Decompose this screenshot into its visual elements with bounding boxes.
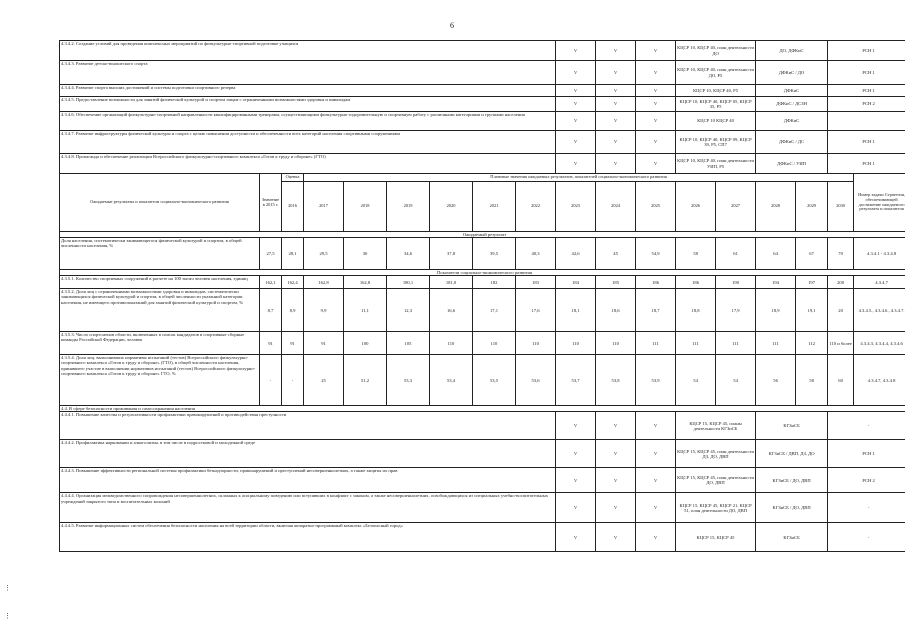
year-header: 2029 [796, 182, 828, 232]
indicator-value: 91 [282, 332, 304, 355]
indicator-value: 11,1 [344, 289, 387, 332]
measures-bottom [60, 406, 905, 552]
indicator-value: 197 [796, 276, 828, 289]
funding-source: КЦСР 10, КЦСР 40, Р5 [676, 85, 756, 97]
indicator-value: 53,9 [636, 355, 676, 406]
funding-source: КЦСР 10, КЦСР 40, КЦСР 05, КЦСР 35, Р5 [676, 97, 756, 112]
mark: V [556, 61, 596, 85]
indicator-value: 29,5 [304, 238, 344, 270]
mark: V [556, 412, 596, 440]
mark: V [596, 440, 636, 468]
planned-header: Плановые значения ожидаемых результатов, показателей социально-экономического развития [304, 174, 854, 182]
executor: ДФКиС [756, 85, 828, 97]
executor: КГЗиСБ / ДО, ДВП [756, 468, 828, 493]
indicator-value: 110 [596, 332, 636, 355]
indicator-value: 37,8 [430, 238, 473, 270]
mark: V [596, 493, 636, 523]
task-number-header: Номер задачи Стратегии, обеспечивающей достижение ожидаемого результата и показателя [854, 174, 905, 232]
indicator-value: 18,9 [756, 289, 796, 332]
funding-source: КЦСР 15, КЦСР 45, планы деятельности КГЗиСБ [676, 412, 756, 440]
mark: V [636, 85, 676, 97]
year-header: 2026 [676, 182, 716, 232]
section-title: 4.4. В сфере безопасности проживания и самосохранения населения [60, 406, 905, 412]
executor: КГЗиСБ [756, 523, 828, 552]
measure-text: 4.3.4.6. Обеспечение организаций физкультурно-спортивной направленности квалифицированными тренерами, осуществляющими физкультурно-оздоровительную и спортивную работу с различными категориями и группами населения [60, 112, 556, 131]
year-header: 2019 [387, 182, 430, 232]
result-code: РСН 2 [828, 468, 905, 493]
measure-row [60, 41, 905, 61]
mark: V [556, 112, 596, 131]
funding-source: КЦСР 15, КЦСР 45 [676, 523, 756, 552]
indicator-value: - [282, 355, 304, 406]
mark: V [596, 41, 636, 61]
mark: V [556, 97, 596, 112]
indicator-value: 40,3 [516, 238, 556, 270]
measure-row [60, 523, 905, 552]
indicator-value: 60 [828, 355, 854, 406]
mark: V [596, 61, 636, 85]
indicator-value: 186 [676, 276, 716, 289]
indicator-row [60, 276, 905, 289]
mark: V [556, 468, 596, 493]
indicator-value: 17,9 [716, 289, 756, 332]
measure-row [60, 97, 905, 112]
result-code: РСН 2 [828, 97, 905, 112]
scan-edge-marks: ⋮ [4, 584, 11, 592]
indicator-value: 111 [756, 332, 796, 355]
measure-row [60, 154, 905, 174]
funding-source: КЦСР 15, КЦСР 45, план деятельности ДЗ, ДО, ДВП [676, 440, 756, 468]
indicator-value: 180,1 [387, 276, 430, 289]
mark: V [636, 493, 676, 523]
indicator-value: 200 [828, 276, 854, 289]
measure-text: 4.4.4.2. Профилактика наркомании и алкоголизма, в том числе в подростковой и молодежной среде [60, 440, 556, 468]
mark: V [636, 97, 676, 112]
measure-text: 4.4.4.1. Повышение качества и результативности профилактики правонарушений и противодействия преступности [60, 412, 556, 440]
year-header: 2017 [304, 182, 344, 232]
indicator-name: 4.3.5.3. Число спортсменов области, включенных в список кандидатов в спортивные сборные команды Российской Федерации, человек [60, 332, 260, 355]
measure-text: 4.4.4.4. Организация межведомственного сопровождения несовершеннолетних, склонных к асоциальному поведению или вступивших в конфликт с законом, а также несовершеннолетних, освобождающихся из специальных учебно-воспитательных учреждений закрытого типа и воспитательных колоний [60, 493, 556, 523]
indicator-name: 4.3.5.1. Количество спортивных сооружений в расчете на 100 тысяч человек населения, единиц [60, 276, 260, 289]
executor: ДФКиС [756, 112, 828, 131]
mark: V [636, 112, 676, 131]
indicator-value: 111 [636, 332, 676, 355]
mark: V [636, 61, 676, 85]
year-header: 2020 [430, 182, 473, 232]
result-code: РСН 1 [828, 154, 905, 174]
mark: V [556, 41, 596, 61]
funding-source: КЦСР 10, КЦСР 40, план деятельности ДО [676, 41, 756, 61]
expected-result-row [60, 238, 905, 270]
year-header: 2022 [516, 182, 556, 232]
page-number: 6 [450, 21, 454, 30]
result-code: РСН 1 [828, 440, 905, 468]
mark: V [596, 112, 636, 131]
indicator-value: 28,1 [282, 238, 304, 270]
indicator-value: 20 [828, 289, 854, 332]
mark: V [556, 523, 596, 552]
funding-source: КЦСР 10, КЦСР 40, КЦСР 09, КЦСР 39, Р5, СП7 [676, 131, 756, 154]
mark: V [596, 468, 636, 493]
result-code: - [828, 412, 905, 440]
indicator-value: 18,6 [596, 289, 636, 332]
indicator-value: 105 [387, 332, 430, 355]
measure-text: 4.3.4.2. Создание условий для проведения комплексных мероприятий по физкультурно-спортивной подготовке учащихся [60, 41, 556, 61]
indicator-value: 53,7 [556, 355, 596, 406]
indicator-value: 39,5 [473, 238, 516, 270]
indicator-value: 91 [304, 332, 344, 355]
executor: КГЗиСБ / ДО, ДВП [756, 493, 828, 523]
indicator-value: 54 [676, 355, 716, 406]
indicator-value: 53,6 [516, 355, 556, 406]
task-number: 4.3.4.3, 4.3.4.4, 4.3.4.6 [854, 332, 905, 355]
measure-text: 4.3.4.7. Развитие инфраструктуры физической культуры и спорта с целью повышения доступности и обеспеченности всех категорий населения спортивными сооружениями [60, 131, 556, 154]
indicator-value: 17,6 [516, 289, 556, 332]
indicator-value: 162,4 [282, 276, 304, 289]
indicator-label: Показатели социально-экономического развития [60, 270, 905, 276]
indicator-value: 64 [756, 238, 796, 270]
indicator-value: 110 [556, 332, 596, 355]
funding-source: КЦСР 15, КЦСР 45, КЦСР 21, КЦСР 51, план деятельности ДО, ДВП [676, 493, 756, 523]
year-header: 2025 [636, 182, 676, 232]
year-header: 2016 [282, 182, 304, 232]
indicator-value: 51,2 [344, 355, 387, 406]
indicator-value: 58 [796, 355, 828, 406]
indicator-name: 4.3.5.4. Доля лиц, выполнивших нормативы испытаний (тестов) Всероссийского физкультурно-спортивного комплекса «Готов к труду и обороне» (ГТО), в общей численности населения, принявшего участие в выполнении нормативов испытаний (тестов) Всероссийского физкультурно-спортивного комплекса «Готов к труду и обороне» ГТО, % [60, 355, 260, 406]
measure-row [60, 85, 905, 97]
mark: V [636, 41, 676, 61]
mark: V [636, 523, 676, 552]
indicator-value: 54,9 [636, 238, 676, 270]
indicator-value: 25 [304, 355, 344, 406]
result-code [828, 112, 905, 131]
indicator-value: 16,6 [430, 289, 473, 332]
indicator-value: 61 [716, 238, 756, 270]
indicator-value: 58 [676, 238, 716, 270]
funding-source: КЦСР 10 КЦСР 40 [676, 112, 756, 131]
indicator-value: 181,0 [430, 276, 473, 289]
indicator-value: 30 [344, 238, 387, 270]
indicator-value: 12,3 [387, 289, 430, 332]
mark: V [636, 154, 676, 174]
result-code: РСН 1 [828, 85, 905, 97]
indicator-value: 110 [516, 332, 556, 355]
task-number: 4.3.4.7 [854, 276, 905, 289]
strategy-table [59, 40, 905, 552]
executor: ДО, ДФКиС [756, 41, 828, 61]
indicator-value: 54 [716, 355, 756, 406]
funding-source: КЦСР 10, КЦСР 40, план деятельности ДО, Р5 [676, 61, 756, 85]
mark: V [596, 85, 636, 97]
indicator-value: 194 [756, 276, 796, 289]
year-header: 2024 [596, 182, 636, 232]
measure-row [60, 61, 905, 85]
indicator-value: 162,8 [344, 276, 387, 289]
executor: КГЗиСБ [756, 412, 828, 440]
indicator-value: 100 [344, 332, 387, 355]
mark: V [636, 131, 676, 154]
mark: V [556, 154, 596, 174]
mark: V [556, 440, 596, 468]
indicator-value: 53,3 [387, 355, 430, 406]
mark: V [596, 131, 636, 154]
executor: ДФКиС / ДО [756, 61, 828, 85]
measure-row [60, 131, 905, 154]
indicator-name: Доля населения, систематически занимающегося физической культурой и спортом, в общей численности населения, % [60, 238, 260, 270]
indicator-row [60, 355, 905, 406]
year-header: 2021 [473, 182, 516, 232]
indicator-value: 18,7 [636, 289, 676, 332]
measure-row [60, 440, 905, 468]
executor: КГЗиСБ / ДВП, ДЗ, ДО [756, 440, 828, 468]
indicator-value: 17,1 [473, 289, 516, 332]
measure-text: 4.3.4.5. Предоставление возможности для занятий физической культурой и спортом лицам с ограниченными возможностями здоровья и инвалидам [60, 97, 556, 112]
measure-row [60, 468, 905, 493]
indicator-value: 67 [796, 238, 828, 270]
indicator-value: 111 [716, 332, 756, 355]
indicator-value: 162,1 [260, 276, 282, 289]
mark: V [556, 493, 596, 523]
measure-text: 4.3.4.4. Развитие спорта высших достижений и системы подготовки спортивного резерва [60, 85, 556, 97]
measure-row [60, 412, 905, 440]
indicator-value: 53,5 [473, 355, 516, 406]
indicators-header: Ожидаемые результаты и показатели социально-экономического развития [60, 174, 260, 232]
result-code: РСН 1 [828, 61, 905, 85]
indicator-value: 111 [676, 332, 716, 355]
indicator-value: 27,5 [260, 238, 282, 270]
indicator-value: 184 [556, 276, 596, 289]
indicators-section [60, 174, 905, 406]
indicator-header-row [60, 174, 905, 182]
year-header: 2018 [344, 182, 387, 232]
indicator-value: 19,1 [796, 289, 828, 332]
indicator-value: 8,7 [260, 289, 282, 332]
mark: V [556, 85, 596, 97]
indicator-value: 110 [473, 332, 516, 355]
indicator-row [60, 289, 905, 332]
mark: V [596, 97, 636, 112]
indicator-value: 186 [636, 276, 676, 289]
year-header: 2023 [556, 182, 596, 232]
year-header: 2028 [756, 182, 796, 232]
year-header: 2030 [828, 182, 854, 232]
mark: V [556, 131, 596, 154]
expected-result-label: Ожидаемый результат [60, 232, 905, 238]
measure-text: 4.4.4.5. Развитие информационных систем обеспечения безопасности населения на всей территории области, включая аппаратно-программный комплекс «Безопасный город» [60, 523, 556, 552]
result-code: РСН 1 [828, 41, 905, 61]
indicator-value: - [260, 355, 282, 406]
indicator-value: 18,8 [676, 289, 716, 332]
indicator-value: 70 [828, 238, 854, 270]
indicator-value: 110 [430, 332, 473, 355]
measure-row [60, 112, 905, 131]
measure-text: 4.3.4.3. Развитие детско-юношеского спорта [60, 61, 556, 85]
measures-top [60, 41, 905, 174]
indicator-value: 162,8 [304, 276, 344, 289]
evaluation-header: Оценка [282, 174, 304, 182]
indicator-value: 110 и более [828, 332, 854, 355]
indicator-name: 4.3.5.2. Доля лиц с ограниченными возможностями здоровья и инвалидов, систематически занимающихся физической культурой и спортом, в общей численности указанной категории населения, не имеющего противопоказаний для занятий физической культурой и спортом, % [60, 289, 260, 332]
mark: V [636, 412, 676, 440]
indicator-value: 53,8 [596, 355, 636, 406]
indicator-value: 190 [716, 276, 756, 289]
measure-text: 4.3.4.8. Пропаганда и обеспечение реализации Всероссийского физкультурно-спортивного комплекса «Готов к труду и обороне» (ГТО) [60, 154, 556, 174]
result-code: - [828, 493, 905, 523]
year-header: 2027 [716, 182, 756, 232]
indicator-value: 8,9 [282, 289, 304, 332]
task-number: 4.3.4.1 - 4.3.4.8 [854, 238, 905, 270]
indicator-value: 185 [596, 276, 636, 289]
funding-source: КЦСР 15, КЦСР 45, план деятельности ДО, ДВП [676, 468, 756, 493]
indicator-value: 9,9 [304, 289, 344, 332]
executor: ДФКиС / ДСЗН [756, 97, 828, 112]
indicator-value: 42,6 [556, 238, 596, 270]
indicator-value: 18,1 [556, 289, 596, 332]
indicator-value: 53,4 [430, 355, 473, 406]
indicator-row [60, 332, 905, 355]
indicator-value: 182 [473, 276, 516, 289]
base-value-header: Значение в 2015 г. [260, 174, 282, 232]
indicator-value: 112 [796, 332, 828, 355]
task-number: 4.3.4.7, 4.3.4.8 [854, 355, 905, 406]
indicator-value: 45 [596, 238, 636, 270]
result-code: РСН 1 [828, 131, 905, 154]
measure-row [60, 493, 905, 523]
mark: V [596, 412, 636, 440]
mark: V [596, 523, 636, 552]
task-number: 4.3.4.5., 4.3.4.6., 4.3.4.7. [854, 289, 905, 332]
mark: V [636, 440, 676, 468]
indicator-value: 91 [260, 332, 282, 355]
result-code: - [828, 523, 905, 552]
measure-text: 4.4.4.3. Повышение эффективности региональной системы профилактики безнадзорности, правонарушений и преступлений несовершеннолетних, а также защиты их прав [60, 468, 556, 493]
mark: V [596, 154, 636, 174]
scan-edge-marks: ⋮ [4, 612, 11, 620]
funding-source: КЦСР 10, КЦСР 40, план деятельности УИП, Р5 [676, 154, 756, 174]
executor: ДФКиС / ДС [756, 131, 828, 154]
indicator-value: 56 [756, 355, 796, 406]
indicator-value: 183 [516, 276, 556, 289]
executor: ДФКиС / УИП [756, 154, 828, 174]
indicator-value: 34,6 [387, 238, 430, 270]
mark: V [636, 468, 676, 493]
